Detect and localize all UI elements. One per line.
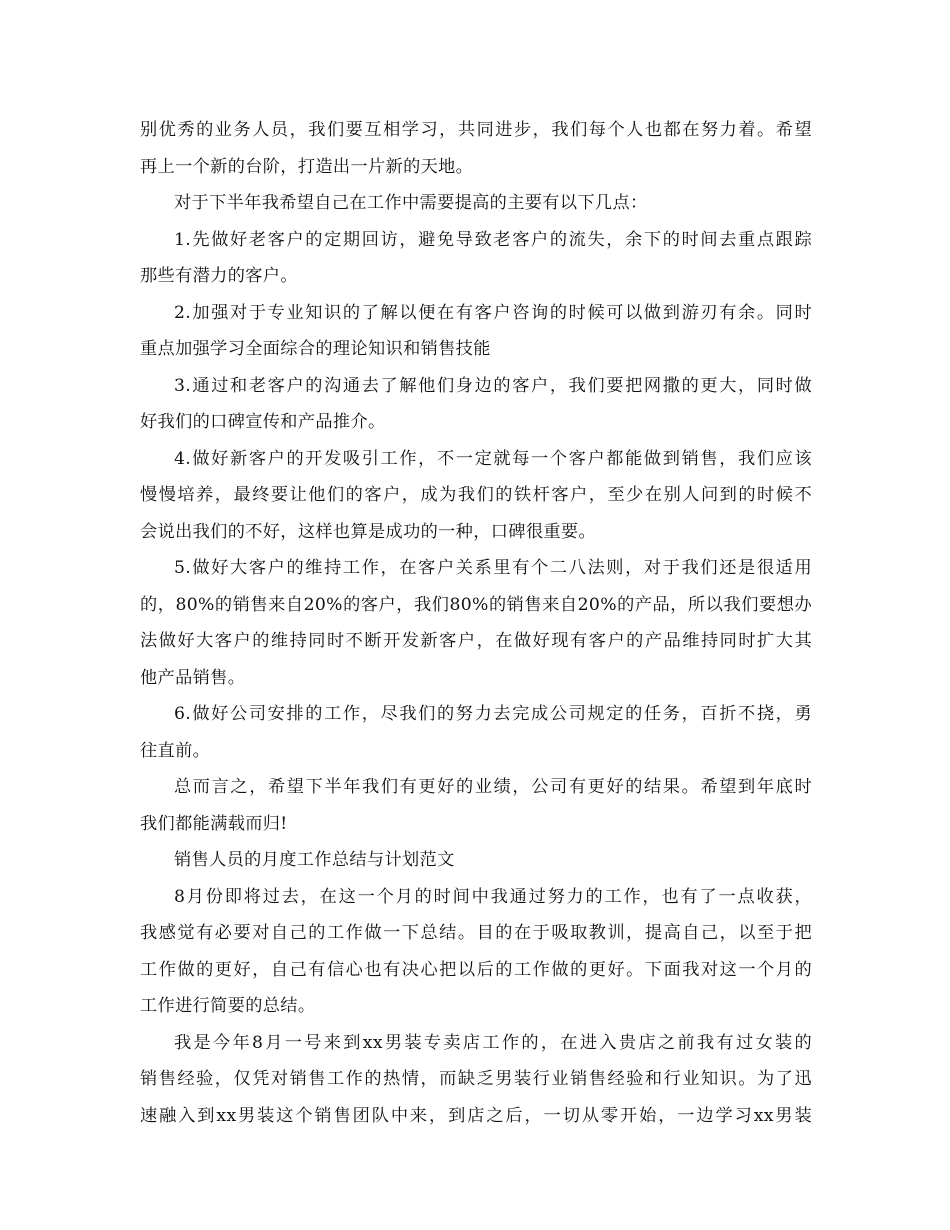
text-line: 工作进行简要的总结。 [140,996,316,1016]
text-line: 我感觉有必要对自己的工作做一下总结。目的在于吸取教训，提高自己，以至于把 [140,923,812,943]
text-line: 销售经验，仅凭对销售工作的热情，而缺乏男装行业销售经验和行业知识。为了迅 [140,1069,812,1089]
text-line: 会说出我们的不好，这样也算是成功的一种，口碑很重要。 [140,521,596,542]
text-line: 的，80%的销售来自20%的客户，我们80%的销售来自20%的产品，所以我们要想办 [140,594,812,615]
text-line: 往直前。 [140,740,211,761]
text-line: 工作做的更好，自己有信心也有决心把以后的工作做的更好。下面我对这一个月的 [140,959,812,980]
text-line: 我们都能满载而归! [140,813,288,834]
text-line: 再上一个新的台阶，打造出一片新的天地。 [140,156,474,177]
text-line: 慢慢培养，最终要让他们的客户，成为我们的铁杆客户，至少在别人问到的时候不 [140,485,812,505]
text-line: 别优秀的业务人员，我们要互相学习，共同进步，我们每个人也都在努力着。希望 [140,120,812,140]
text-line: 法做好大客户的维持同时不断开发新客户，在做好现有客户的产品维持同时扩大其 [140,631,812,651]
text-line: 我是今年8月一号来到xx男装专卖店工作的，在进入贵店之前我有过女装的 [174,1032,812,1053]
text-line: 3.通过和老客户的沟通去了解他们身边的客户，我们要把网撒的更大，同时做 [174,375,812,396]
text-line: 1.先做好老客户的定期回访，避免导致老客户的流失，余下的时间去重点跟踪 [174,229,812,250]
text-line: 重点加强学习全面综合的理论知识和销售技能 [140,339,491,359]
text-line: 对于下半年我希望自己在工作中需要提高的主要有以下几点： [174,193,648,213]
text-line: 5.做好大客户的维持工作，在客户关系里有个二八法则，对于我们还是很适用 [174,558,812,578]
text-line: 好我们的口碑宣传和产品推介。 [140,412,386,432]
document-body [140,112,812,1134]
text-line: 8月份即将过去，在这一个月的时间中我通过努力的工作，也有了一点收获， [174,886,812,907]
text-line: 6.做好公司安排的工作，尽我们的努力去完成公司规定的任务，百折不挠，勇 [174,704,812,724]
text-line: 总而言之，希望下半年我们有更好的业绩，公司有更好的结果。希望到年底时 [174,777,812,797]
section-heading: 销售人员的月度工作总结与计划范文 [174,850,455,870]
text-line: 4.做好新客户的开发吸引工作，不一定就每一个客户都能做到销售，我们应该 [174,448,812,469]
text-line: 速融入到xx男装这个销售团队中来，到店之后，一切从零开始，一边学习xx男装 [140,1105,812,1126]
text-line: 那些有潜力的客户。 [140,266,298,286]
text-line: 2.加强对于专业知识的了解以便在有客户咨询的时候可以做到游刃有余。同时 [174,302,812,323]
text-line: 他产品销售。 [140,667,246,688]
